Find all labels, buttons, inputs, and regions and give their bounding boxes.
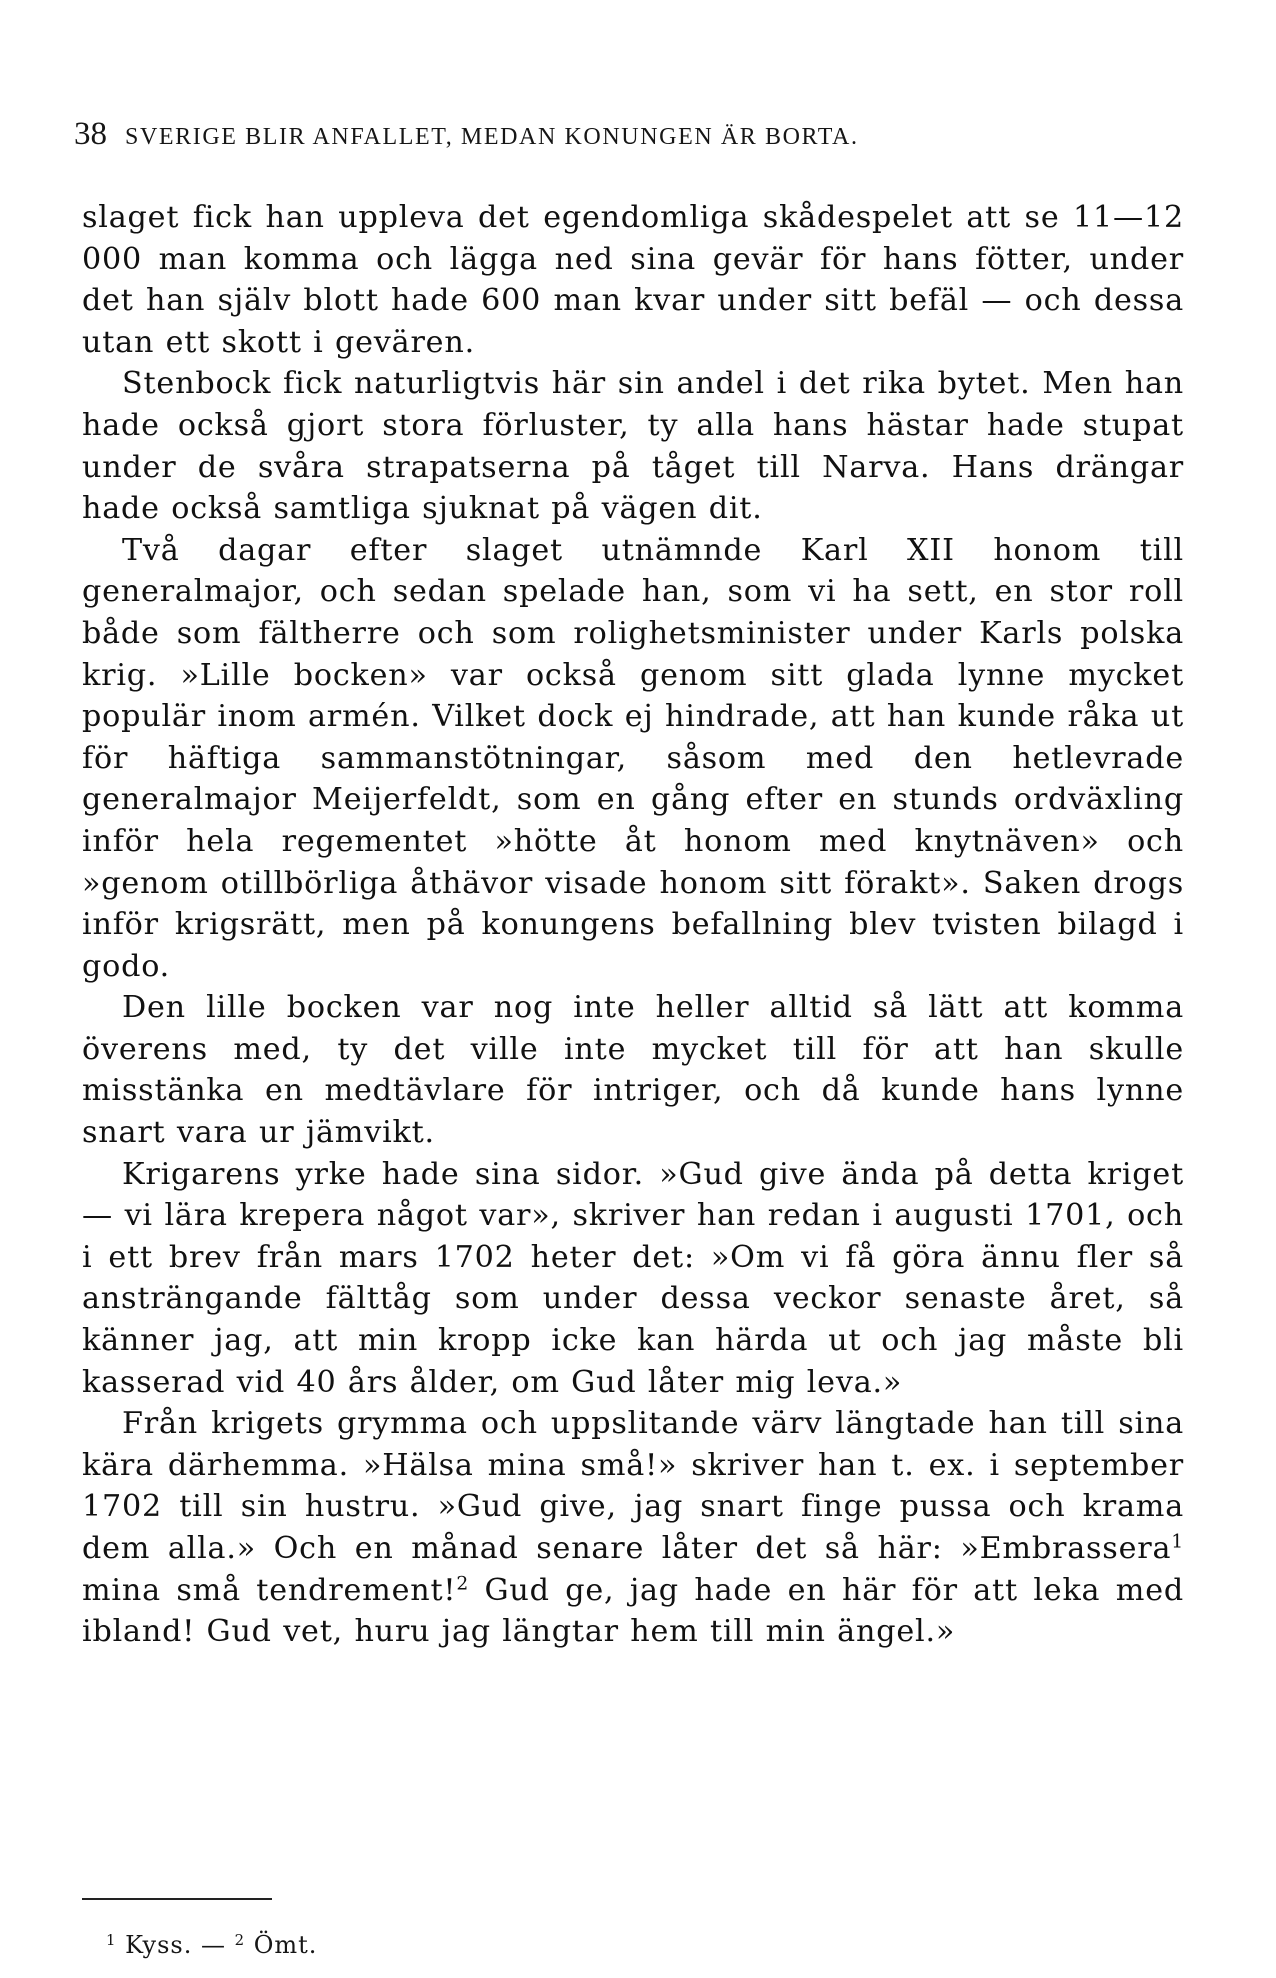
paragraph-5: Krigarens yrke hade sina sidor. »Gud give ända på detta kriget — vi lära krepera något var», skriver han redan i augusti 1701, och i ett brev från mars 1702 heter det: »Om vi få göra ännu fler så ansträngande fälttåg som under dessa veckor senaste året, så känner jag, att min kropp icke kan härda ut och jag måste bli kasserad vid 40 års ålder, om Gud låter mig leva.» [82, 1156, 1184, 1400]
page-number: 38 [74, 116, 107, 152]
footnotes [106, 1930, 317, 1960]
footnote-text-2: Ömt. [253, 1931, 318, 1959]
paragraph-3: Två dagar efter slaget utnämnde Karl XII honom till generalmajor, och sedan spelade han, som vi ha sett, en stor roll både som fältherre och som rolighetsminister under Karls polska krig. »Lille bocken» var också genom sitt glada lynne mycket populär inom armén. Vilket dock ej hindrade, att han kunde råka ut för häftiga sammanstötningar, såsom med den hetlevrade generalmajor Meijerfeldt, som en gång efter en stunds ordväxling inför hela regementet »hötte åt honom med knytnäven» och »genom otillbörliga åthävor visade honom sitt förakt». Saken drogs inför krigsrätt, men på konungens befallning blev tvisten bilagd i godo. [82, 532, 1184, 984]
footnote-divider [82, 1898, 272, 1900]
paragraph-6-text-middle: mina små tendrement! [82, 1572, 457, 1608]
footnote-reference-1: 1 [1171, 1531, 1184, 1553]
paragraph-6-text-start: Från krigets grymma och uppslitande värv längtade han till sina kära därhemma. »Hälsa mina små!» skriver han t. ex. i september 1702 till sin hustru. »Gud give, jag snart finge pussa och krama dem alla.» Och en månad senare låter det så här: »Embrassera [82, 1406, 1184, 1566]
footnote-separator: — [200, 1931, 226, 1959]
paragraph-6 [82, 1403, 1184, 1653]
paragraph-6-text-end: Gud ge, jag hade en här för att leka med ibland! Gud vet, huru jag längtar hem till min ängel.» [82, 1572, 1184, 1650]
footnote-text-1: Kyss. [125, 1931, 193, 1959]
footnote-marker-2: 2 [234, 1930, 246, 1949]
paragraph-4: Den lille bocken var nog inte heller alltid så lätt att komma överens med, ty det ville inte mycket till för att han skulle misstänka en medtävlare för intriger, och då kunde hans lynne snart vara ur jämvikt. [82, 990, 1184, 1151]
page-header [74, 116, 1204, 153]
footnote-marker-1: 1 [106, 1930, 117, 1949]
body-text [82, 197, 1184, 1653]
paragraph-1: slaget fick han uppleva det egendomliga skådespelet att se 11—12 000 man komma och lägga ned sina gevär för hans fötter, under det han själv blott hade 600 man kvar under sitt befäl — och dessa utan ett skott i gevären. [82, 200, 1184, 360]
footnote-reference-2: 2 [456, 1573, 470, 1595]
paragraph-2: Stenbock fick naturligtvis här sin andel i det rika bytet. Men han hade också gjort stora förluster, ty alla hans hästar hade stupat under de svåra strapatserna på tåget till Narva. Hans drängar hade också samtliga sjuknat på vägen dit. [82, 366, 1184, 527]
running-head: SVERIGE BLIR ANFALLET, MEDAN KONUNGEN ÄR BORTA. [125, 124, 859, 150]
